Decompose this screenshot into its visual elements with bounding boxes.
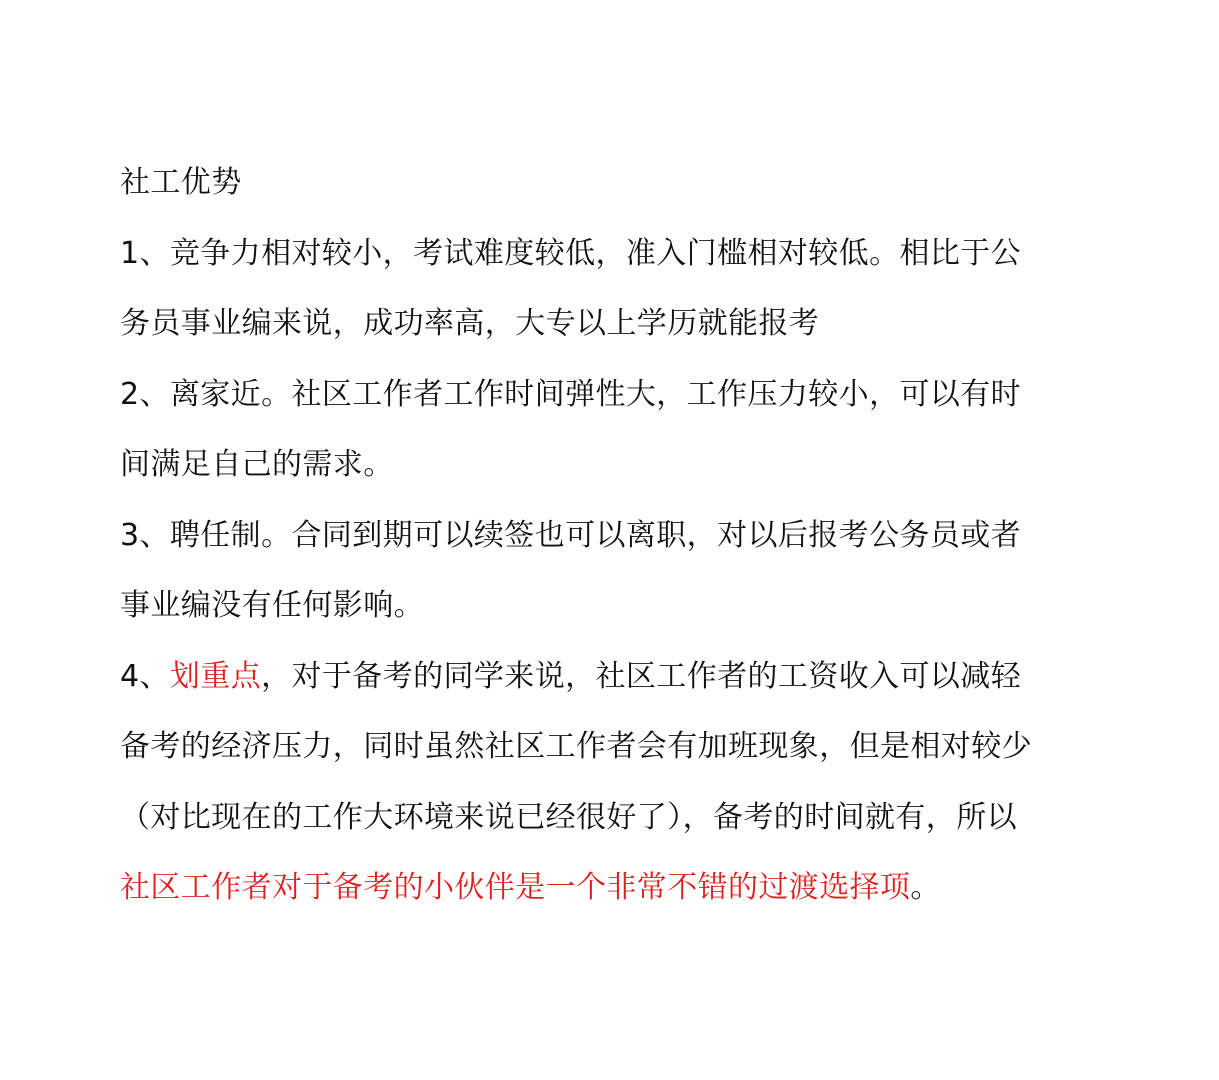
item-3-line-1: 3、聘任制。合同到期可以续签也可以离职，对以后报考公务员或者 [120,517,1022,553]
item-4-line-2: 备考的经济压力，同时虽然社区工作者会有加班现象，但是相对较少 [120,729,1032,764]
item-3-line-2: 事业编没有任何影响。 [120,588,424,623]
item-4-line-1-rest: ，对于备考的同学来说，社区工作者的工资收入可以减轻 [261,658,1022,694]
item-1-line-2: 务员事业编来说，成功率高，大专以上学历就能报考 [120,306,820,341]
item-1-line-1: 1、竞争力相对较小，考试难度较低，准入门槛相对较低。相比于公 [120,235,1022,271]
item-4-line-4 [120,853,1080,924]
end-punctuation: 。 [910,870,941,905]
item-4-line-1 [120,642,1080,713]
conclusion-highlight: 社区工作者对于备考的小伙伴是一个非常不错的过渡选择项 [120,870,911,905]
highlight-text: 划重点 [169,658,262,694]
item-2-line-2: 间满足自己的需求。 [120,447,394,482]
document-body [120,148,1080,924]
item-4-prefix: 4、 [120,658,170,694]
item-2-line-1: 2、离家近。社区工作者工作时间弹性大，工作压力较小，可以有时 [120,376,1022,412]
item-4-line-3: （对比现在的工作大环境来说已经很好了），备考的时间就有，所以 [120,799,1017,835]
document-title: 社工优势 [120,165,242,200]
